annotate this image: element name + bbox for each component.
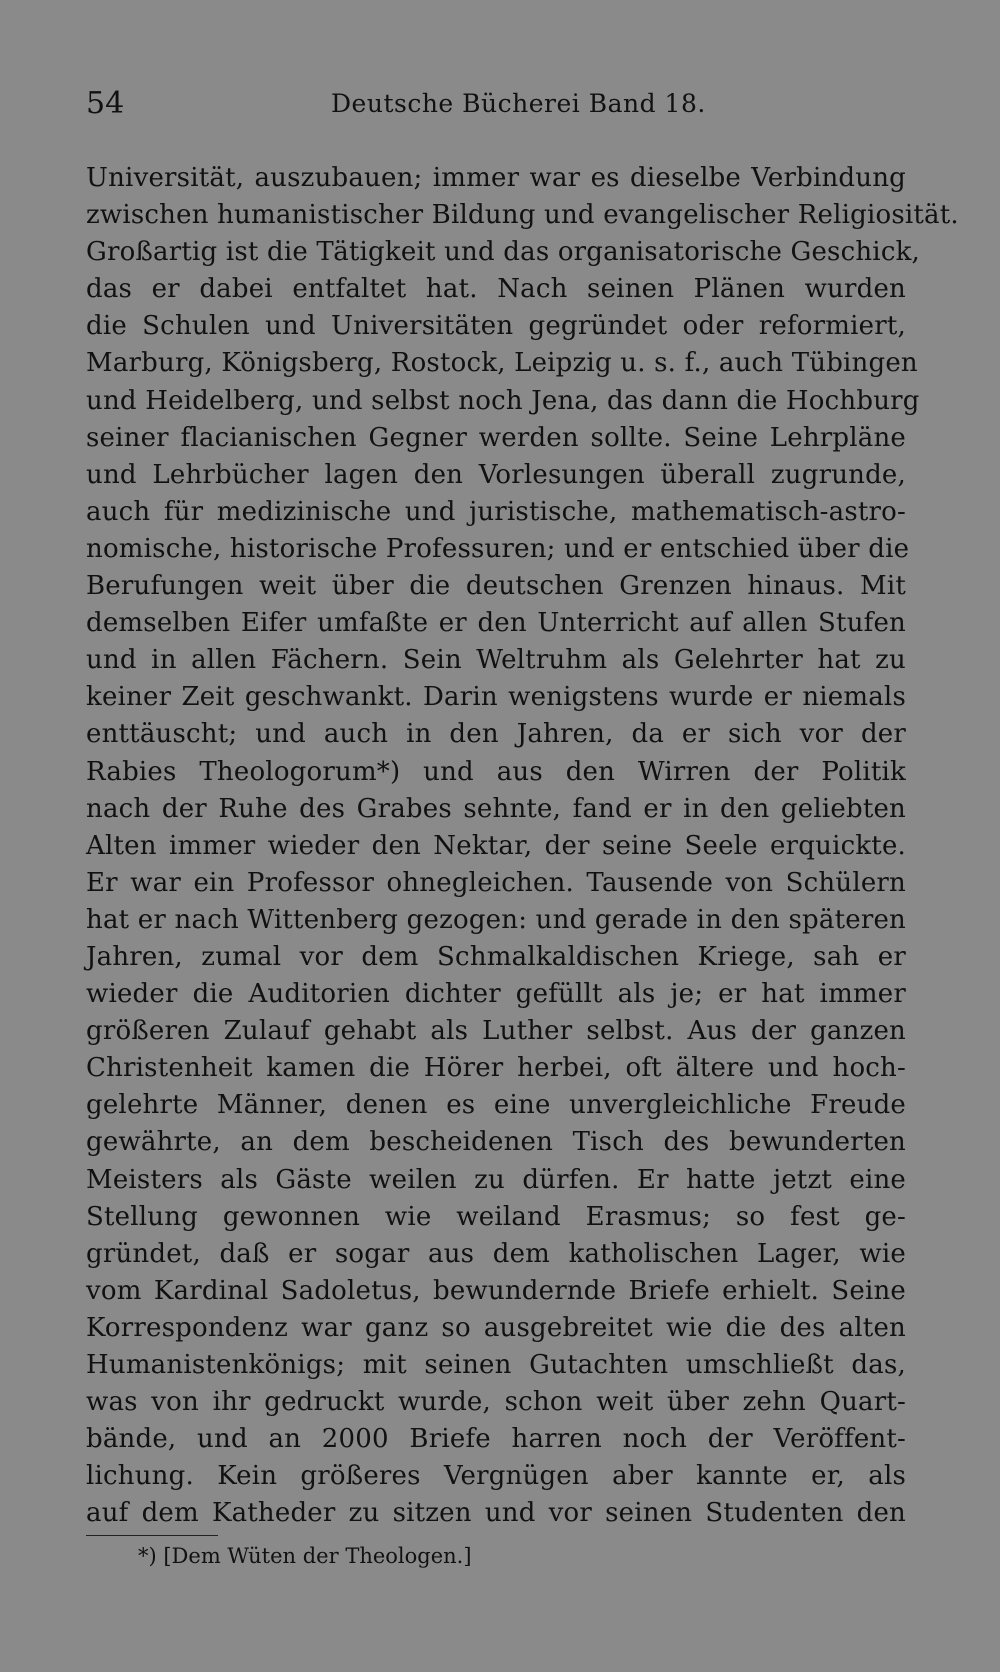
text-line: Großartig ist die Tätigkeit und das organisatorische Geschick, — [86, 237, 921, 268]
page-number: 54 — [86, 86, 125, 121]
text-line: bände, und an 2000 Briefe harren noch der Veröffent- — [86, 1424, 906, 1455]
text-line: Meisters als Gäste weilen zu dürfen. Er hatte jetzt eine — [86, 1164, 906, 1195]
text-line: nomische, historische Professuren; und er entschied über die — [86, 533, 910, 564]
body-text — [86, 160, 959, 1532]
text-line: keiner Zeit geschwankt. Darin wenigstens wurde er niemals — [86, 682, 906, 713]
text-line: Universität, auszubauen; immer war es dieselbe Verbindung — [86, 163, 906, 193]
running-title: Deutsche Bücherei Band 18. — [331, 89, 706, 118]
text-line: was von ihr gedruckt wurde, schon weit über zehn Quart- — [86, 1387, 906, 1418]
text-line: Jahren, zumal vor dem Schmalkaldischen Kriege, sah er — [86, 941, 906, 972]
text-line: wieder die Auditorien dichter gefüllt als je; er hat immer — [86, 979, 906, 1010]
text-line: Korrespondenz war ganz so ausgebreitet wie die des alten — [86, 1312, 906, 1343]
text-line: Alten immer wieder den Nektar, der seine Seele erquickte. — [86, 830, 906, 861]
text-line: gelehrte Männer, denen es eine unvergleichliche Freude — [86, 1090, 906, 1121]
text-line: enttäuscht; und auch in den Jahren, da er sich vor der — [86, 719, 906, 750]
text-line: demselben Eifer umfaßte er den Unterricht auf allen Stufen — [86, 608, 906, 639]
text-line: nach der Ruhe des Grabes sehnte, fand er in den geliebten — [86, 793, 906, 824]
text-line: größeren Zulauf gehabt als Luther selbst. Aus der ganzen — [86, 1016, 906, 1047]
text-line: die Schulen und Universitäten gegründet oder reformiert, — [86, 311, 906, 342]
text-line: vom Kardinal Sadoletus, bewundernde Briefe erhielt. Seine — [86, 1275, 906, 1306]
text-line: und in allen Fächern. Sein Weltruhm als Gelehrter hat zu — [86, 645, 906, 676]
text-line: gründet, daß er sogar aus dem katholischen Lager, wie — [86, 1238, 906, 1269]
text-line: Er war ein Professor ohnegleichen. Tausende von Schülern — [86, 867, 906, 898]
text-line: Marburg, Königsberg, Rostock, Leipzig u. s. f., auch Tübingen — [86, 348, 918, 379]
text-line: lichung. Kein größeres Vergnügen aber kannte er, als — [86, 1461, 906, 1492]
text-line: und Lehrbücher lagen den Vorlesungen überall zugrunde, — [86, 459, 906, 490]
text-line: Stellung gewonnen wie weiland Erasmus; so fest ge- — [86, 1201, 906, 1232]
text-line: Rabies Theologorum*) und aus den Wirren der Politik — [86, 756, 906, 787]
text-line: gewährte, an dem bescheidenen Tisch des bewunderten — [86, 1127, 906, 1158]
text-line: seiner flacianischen Gegner werden sollte. Seine Lehrpläne — [86, 422, 906, 453]
footnote: *) [Dem Wüten der Theologen.] — [138, 1544, 472, 1568]
text-line: auch für medizinische und juristische, mathematisch-astro- — [86, 496, 906, 527]
text-line: auf dem Katheder zu sitzen und vor seinen Studenten den — [86, 1498, 906, 1529]
text-line: Christenheit kamen die Hörer herbei, oft ältere und hoch- — [86, 1053, 906, 1084]
text-line: und Heidelberg, und selbst noch Jena, das dann die Hochburg — [86, 385, 920, 416]
text-line: das er dabei entfaltet hat. Nach seinen Plänen wurden — [86, 274, 906, 305]
text-line: Humanistenkönigs; mit seinen Gutachten umschließt das, — [86, 1350, 906, 1380]
text-line: zwischen humanistischer Bildung und evangelischer Religiosität. — [86, 200, 959, 231]
page-header — [86, 84, 906, 124]
text-line: Berufungen weit über die deutschen Grenzen hinaus. Mit — [86, 571, 906, 602]
footnote-divider — [86, 1535, 218, 1536]
text-line: hat er nach Wittenberg gezogen: und gerade in den späteren — [86, 904, 906, 935]
